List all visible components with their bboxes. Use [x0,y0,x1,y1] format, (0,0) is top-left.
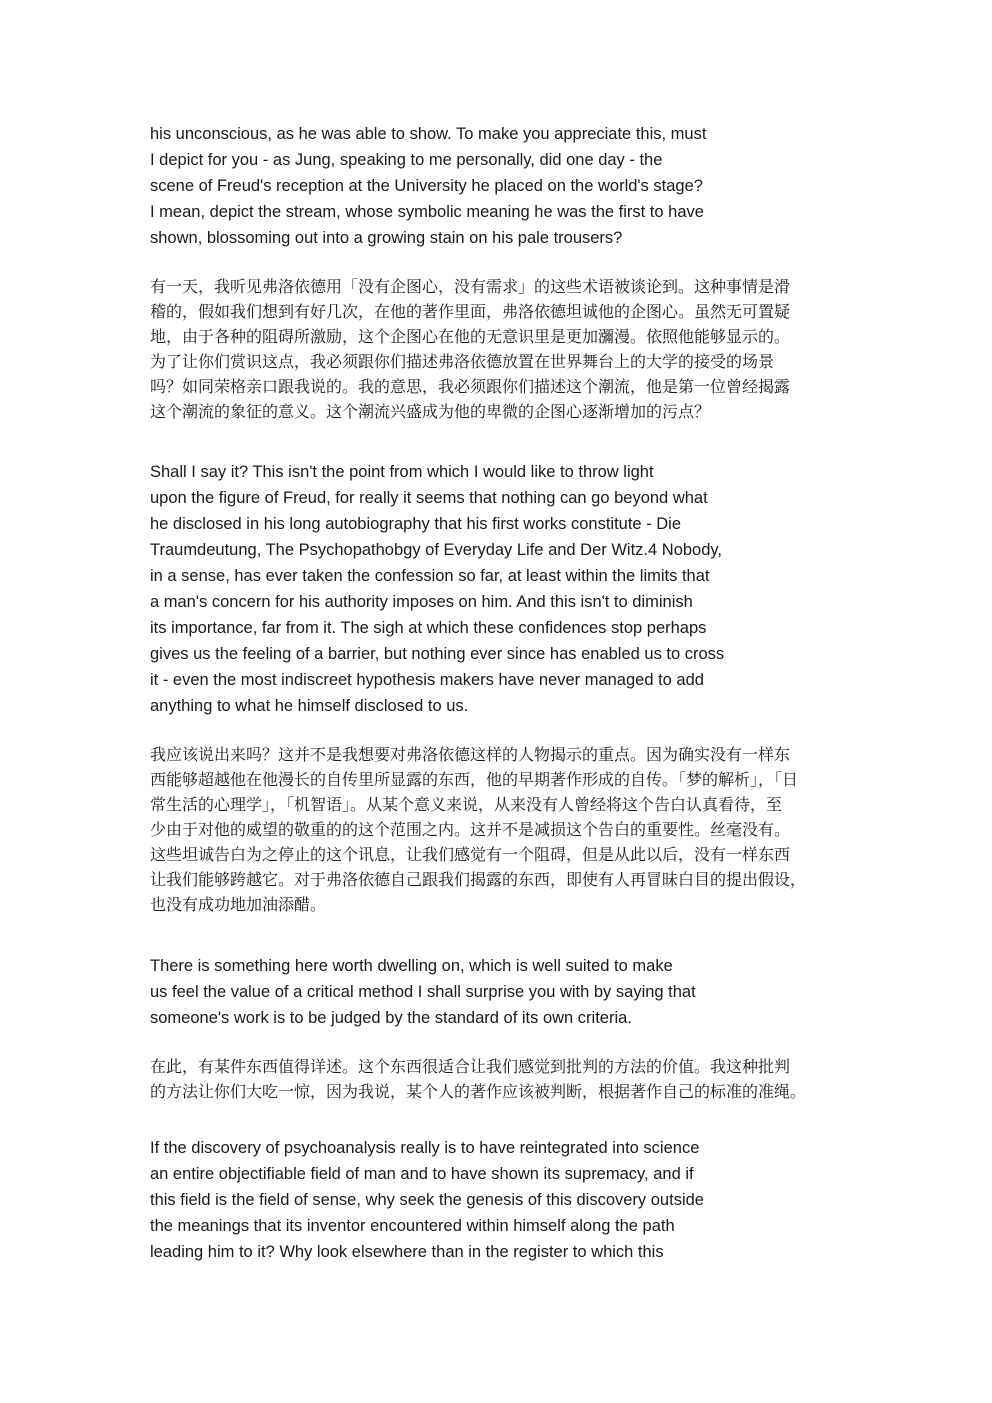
paragraph-chinese-3 [150,1054,844,1104]
paragraph-english-2 [150,459,724,719]
text-line: an entire objectifiable field of man and to have shown its supremacy, and if [150,1165,694,1183]
text-line: 我应该说出来吗？这并不是我想要对弗洛依德这样的人物揭示的重点。因为确实没有一样东 [150,745,791,764]
text-line: his unconscious, as he was able to show. To make you appreciate this, must [150,125,707,143]
text-line: 让我们能够跨越它。对于弗洛依德自己跟我们揭露的东西，即使有人再冒昧白目的提出假设， [150,870,807,889]
text-line: shown, blossoming out into a growing stain on his pale trousers? [150,229,623,247]
text-line: anything to what he himself disclosed to us. [150,697,469,715]
text-line: leading him to it? Why look elsewhere than in the register to which this [150,1243,664,1261]
text-line: 在此，有某件东西值得详述。这个东西很适合让我们感觉到批判的方法的价值。我这种批判 [150,1057,791,1076]
text-line: 稽的，假如我们想到有好几次，在他的著作里面，弗洛依德坦诚他的企图心。虽然无可置疑 [150,302,791,321]
text-line: it - even the most indiscreet hypothesis makers have never managed to add [150,671,704,689]
text-line: 这些坦诚告白为之停止的这个讯息，让我们感觉有一个阻碍，但是从此以后，没有一样东西 [150,845,791,864]
text-line: its importance, far from it. The sigh at which these confidences stop perhaps [150,619,707,637]
paragraph-chinese-2 [150,742,844,917]
paragraph-english-4 [150,1135,704,1265]
text-line: 少由于对他的威望的敬重的的这个范围之内。这并不是减损这个告白的重要性。丝毫没有。 [150,820,791,839]
text-line: I depict for you - as Jung, speaking to me personally, did one day - the [150,151,663,169]
text-line: 吗？如同荣格亲口跟我说的。我的意思，我必须跟你们描述这个潮流，他是第一位曾经揭露 [150,377,791,396]
text-line: us feel the value of a critical method I shall surprise you with by saying that [150,983,696,1001]
text-line: Shall I say it? This isn't the point from which I would like to throw light [150,463,654,481]
text-line: 也没有成功地加油添醋。 [150,895,327,914]
text-line: a man's concern for his authority imposes on him. And this isn't to diminish [150,593,693,611]
text-line: 常生活的心理学」，「机智语」。从某个意义来说，从来没有人曾经将这个告白认真看待，至 [150,795,783,814]
text-line: upon the figure of Freud, for really it seems that nothing can go beyond what [150,489,708,507]
text-line: 西能够超越他在他漫长的自传里所显露的东西，他的早期著作形成的自传。「梦的解析」，「日 [150,770,799,789]
text-line: gives us the feeling of a barrier, but nothing ever since has enabled us to cross [150,645,725,663]
text-line: scene of Freud's reception at the University he placed on the world's stage? [150,177,703,195]
paragraph-english-1 [150,121,706,251]
text-line: this field is the field of sense, why seek the genesis of this discovery outside [150,1191,704,1209]
paragraph-english-3 [150,953,696,1031]
text-line: 为了让你们赏识这点，我必须跟你们描述弗洛依德放置在世界舞台上的大学的接受的场景 [150,352,775,371]
text-line: Traumdeutung, The Psychopathobgy of Everyday Life and Der Witz.4 Nobody, [150,541,723,559]
text-line: the meanings that its inventor encountered within himself along the path [150,1217,675,1235]
text-line: in a sense, has ever taken the confession so far, at least within the limits that [150,567,710,585]
text-line: There is something here worth dwelling on, which is well suited to make [150,957,673,975]
text-line: 地，由于各种的阻碍所激励，这个企图心在他的无意识里是更加瀰漫。依照他能够显示的。 [150,327,791,346]
text-line: I mean, depict the stream, whose symbolic meaning he was the first to have [150,203,704,221]
text-line: 这个潮流的象征的意义。这个潮流兴盛成为他的卑微的企图心逐渐增加的污点？ [150,402,711,421]
text-line: he disclosed in his long autobiography that his first works constitute - Die [150,515,682,533]
text-line: If the discovery of psychoanalysis really is to have reintegrated into science [150,1139,700,1157]
text-line: someone's work is to be judged by the standard of its own criteria. [150,1009,632,1027]
paragraph-chinese-1 [150,274,844,424]
text-line: 的方法让你们大吃一惊，因为我说，某个人的著作应该被判断，根据著作自己的标准的准绳。 [150,1082,807,1101]
text-line: 有一天，我听见弗洛依德用「没有企图心，没有需求」的这些术语被谈论到。这种事情是滑 [150,277,791,296]
